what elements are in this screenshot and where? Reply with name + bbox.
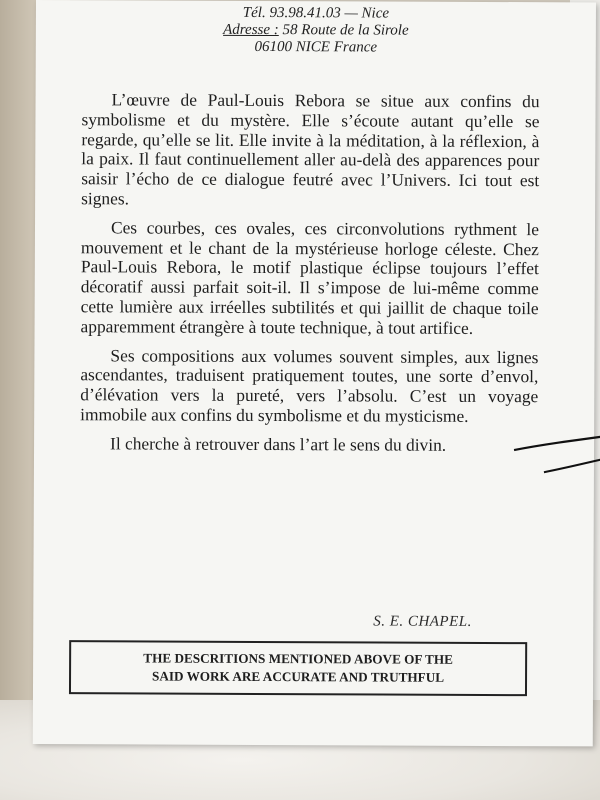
body-text: [80, 90, 540, 465]
contact-header: [36, 4, 596, 57]
paragraph-1: L’œuvre de Paul-Louis Rebora se situe aux confins du symbolisme et du mystère. Elle s’écoute autant qu’elle se regarde, qu’elle se lit. Elle invite à la méditation, à la réflexion, à la paix. Il faut continuellement aller au-delà des apparences pour saisir l’écho de ce dialogue feutré avec l’Univers. Ici tout est signes.: [81, 89, 540, 209]
notice-line-1: THE DESCRITIONS MENTIONED ABOVE OF THE: [143, 650, 453, 667]
paragraph-3: Ses compositions aux volumes souvent simples, aux lignes ascendantes, traduisent pratiquement toutes, une sorte d’envol, d’élévation vers la pureté, vers l’absolu. C’est un voyage immobile aux confins du symbolisme et du mysticisme.: [80, 344, 539, 426]
document-sheet: [33, 0, 596, 746]
accuracy-notice-box: [69, 640, 527, 696]
signature: S. E. CHAPEL.: [373, 613, 472, 630]
address-city: 06100 NICE France: [254, 38, 378, 56]
address-street: 58 Route de la Sirole: [282, 22, 409, 39]
notice-line-2: SAID WORK ARE ACCURATE AND TRUTHFUL: [152, 668, 445, 685]
address-label: Adresse :: [223, 21, 279, 39]
pen-stroke-mark: [504, 422, 600, 503]
paragraph-4: Il cherche à retrouver dans l’art le sens du divin.: [110, 433, 447, 455]
paragraph-2: Ces courbes, ces ovales, ces circonvolutions rythment le mouvement et le chant de la mystérieuse horloge céleste. Chez Paul-Louis Rebora, le motif plastique éclipse toujours l’effet décoratif aussi parfait soit-il. Il s’impose de lui-même comme cette lumière aux irréelles subtilités et qui jaillit de chaque toile apparemment étrangère à toute technique, à tout artifice.: [80, 217, 540, 338]
phone-line: Tél. 93.98.41.03 — Nice: [242, 4, 390, 22]
